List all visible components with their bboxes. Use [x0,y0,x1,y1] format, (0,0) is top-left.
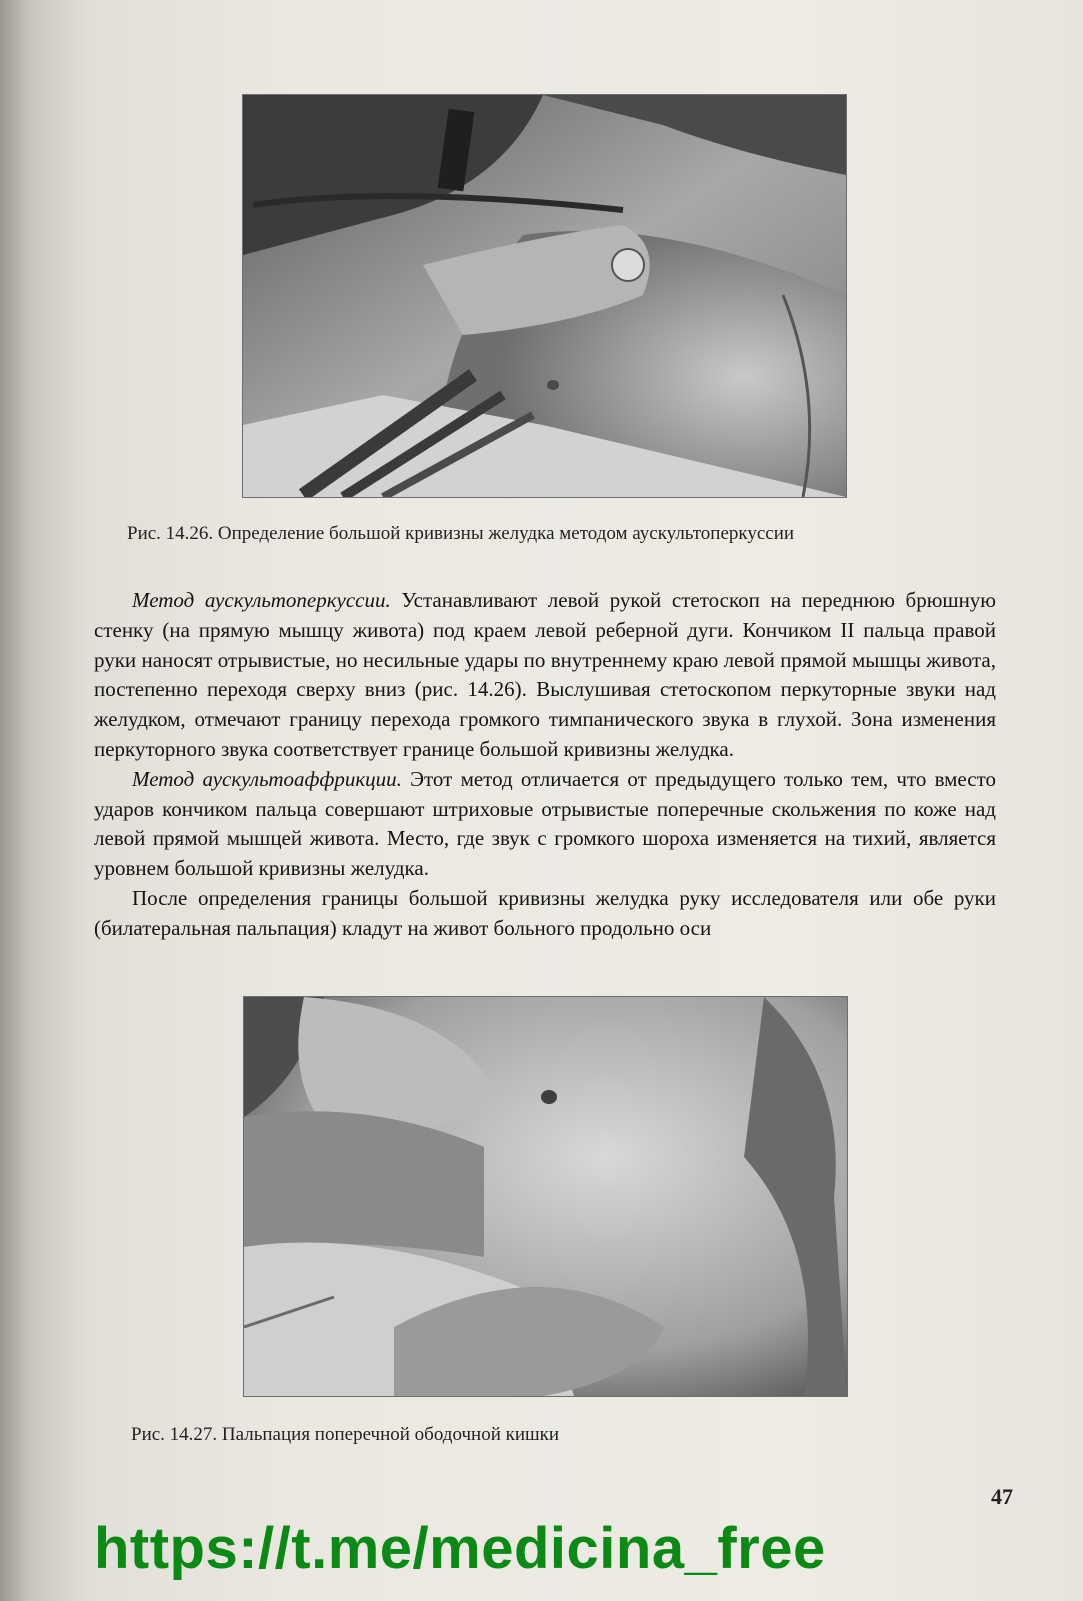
paragraph-text: Устанавливают левой рукой стетоскоп на переднюю брюшную стенку (на прямую мышцу живота) под краем левой реберной дуги. Кончиком II пальца правой руки наносят отрывистые, но несильные удары по внутреннему краю левой прямой мышцы живота, постепенно переходя сверху вниз (рис. 14.26). Выслушивая стетоскопом перкуторные звуки над желудком, отмечают границу перехода громкого тимпанического звука в глухой. Зона изменения перкуторного звука соответствует границе большой кривизны желудка. [94,588,997,761]
paragraph-text: После определения границы большой кривизны желудка руку исследователя или обе руки (билатеральная пальпация) кладут на живот больного продольно оси [94,885,996,940]
paragraph-auscultoaffriction [94,765,996,884]
figure-14-26-caption: Рис. 14.26. Определение большой кривизны желудка методом аускультоперкуссии [127,523,795,544]
photo-auscultopercussion [243,95,846,497]
figure-14-27 [244,997,847,1396]
photo-transverse-colon-palpation [244,997,847,1396]
method-title: Метод аускультоаффрикции. [132,766,402,791]
method-title: Метод аускультоперкуссии. [132,588,391,612]
paragraph-palpation [94,884,996,944]
paragraph-auscultopercussion [94,586,996,765]
watermark-link[interactable]: https://t.me/medicina_free [94,1516,826,1581]
main-text [94,586,996,944]
figure-14-27-caption: Рис. 14.27. Пальпация поперечной ободочной кишки [131,1424,560,1445]
page-number: 47 [991,1484,1013,1509]
figure-14-26 [243,95,846,497]
paragraph-text: Этот метод отличается от предыдущего только тем, что вместо ударов кончиком пальца совершают штриховые отрывистые поперечные скольжения по коже над левой прямой мышцей живота. Место, где звук с громкого шороха изменяется на тихий, является уровнем большой кривизны желудка. [94,766,996,881]
